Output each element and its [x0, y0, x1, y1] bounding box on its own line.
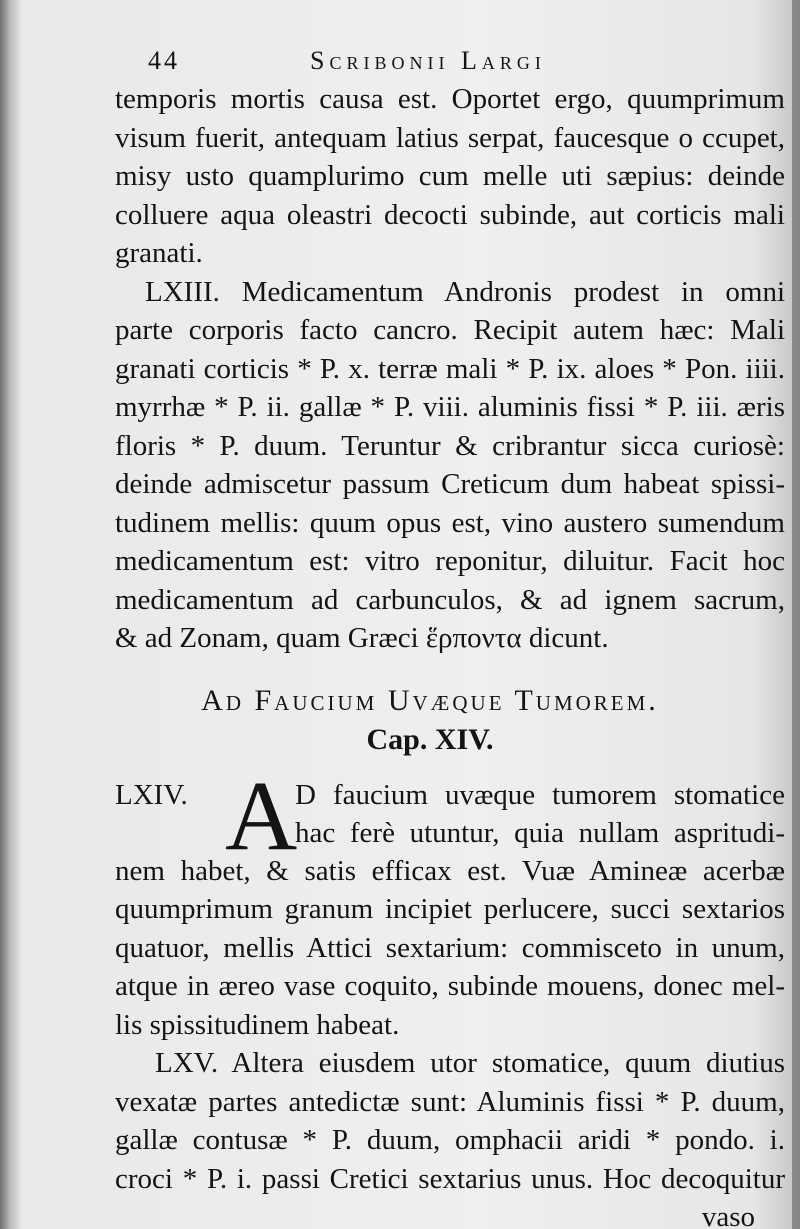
text-line: LXIII. Medicamentum Andronis prodest in omni [145, 275, 785, 308]
text-line: misy usto quamplurimo cum melle uti sæpius: deinde [115, 160, 785, 192]
page-header [120, 38, 770, 78]
dropcap-block [115, 759, 785, 888]
section-title: Ad Faucium Uvæque Tumorem. [201, 683, 659, 717]
text-line: myrrhæ * P. ii. gallæ * P. viii. aluminis fissi * P. iii. æris [115, 391, 785, 423]
section-number: LXIV. [115, 778, 188, 811]
text-line: nem habet, & satis efficax est. Vuæ Amineæ acerbæ [115, 854, 785, 887]
text-line: granati corticis * P. x. terræ mali * P. ix. aloes * Pon. iiii. [115, 352, 785, 385]
text-line: colluere aqua oleastri decocti subinde, aut corticis mali [115, 198, 785, 231]
text-line: lis spissitudinem habeat. [115, 1008, 400, 1041]
running-title: Scribonii Largi [310, 46, 546, 75]
text-line: & ad Zonam, quam Græci ἕρποντα dicunt. [115, 622, 609, 654]
text-line: floris * P. duum. Teruntur & cribrantur sicca curiosè: [115, 429, 785, 462]
chapter-label: Cap. XIV. [366, 722, 494, 756]
text-line: quatuor, mellis Attici sextarium: commisceto in unum, [115, 931, 785, 964]
text-line: D faucium uvæque tumorem stomatice [295, 778, 785, 811]
page-body [115, 80, 785, 1229]
text-line: vexatæ partes antedictæ sunt: Aluminis fissi * P. duum, [115, 1085, 785, 1118]
text-line: medicamentum est: vitro reponitur, diluitur. Facit hoc [115, 545, 785, 577]
text-line: gallæ contusæ * P. duum, omphacii aridi * pondo. i. [115, 1124, 785, 1156]
page-edge [792, 0, 800, 1229]
catchword: vaso [701, 1201, 755, 1229]
text-line: quumprimum granum incipiet perlucere, succi sextarios [115, 893, 785, 925]
text-line: medicamentum ad carbunculos, & ad ignem sacrum, [115, 583, 785, 616]
text-line: visum fuerit, antequam latius serpat, faucesque o ccupet, [115, 121, 785, 154]
text-line: tudinem mellis: quum opus est, vino austero sumendum [115, 506, 785, 539]
drop-cap: A [225, 759, 298, 871]
text-line: croci * P. i. passi Cretici sextarius unus. Hoc decoquitur [115, 1162, 785, 1195]
text-line: deinde admiscetur passum Creticum dum habeat spissi- [115, 468, 785, 500]
text-line: atque in æreo vase coquito, subinde mouens, donec mel- [115, 970, 785, 1002]
text-line: parte corporis facto cancro. Recipit autem hæc: Mali [115, 314, 785, 346]
spacer [115, 658, 785, 682]
text-line: granati. [115, 237, 203, 269]
text-line: LXV. Altera eiusdem utor stomatice, quum diutius [155, 1047, 785, 1079]
text-line: temporis mortis causa est. Oportet ergo, quumprimum [115, 83, 785, 115]
text-line: hac ferè utuntur, quia nullam aspritudi- [295, 816, 785, 849]
spacer [115, 760, 785, 776]
page-number: 44 [148, 46, 180, 75]
